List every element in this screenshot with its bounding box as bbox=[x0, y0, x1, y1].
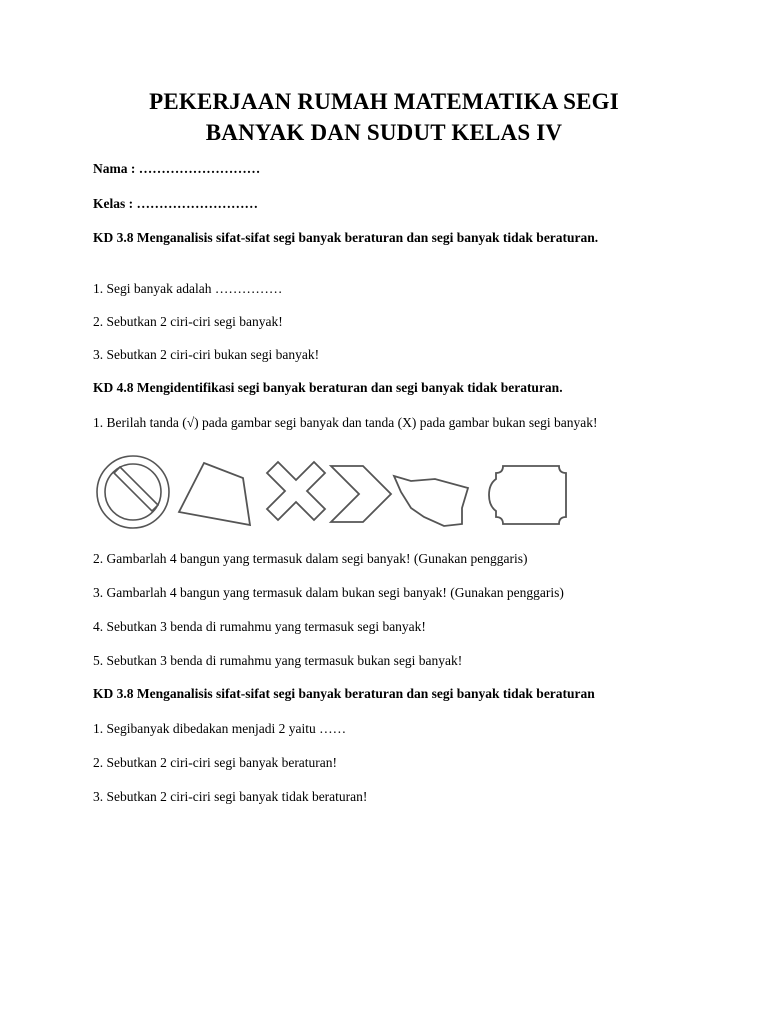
section3-heading: KD 3.8 Menganalisis sifat-sifat segi banyak beraturan dan segi banyak tidak beraturan bbox=[93, 686, 595, 701]
title-line-2: BANYAK DAN SUDUT KELAS IV bbox=[205, 120, 563, 145]
section2-item-2: 2. Gambarlah 4 bangun yang termasuk dalam segi banyak! (Gunakan penggaris) bbox=[93, 551, 528, 566]
shapes-figure bbox=[93, 446, 598, 542]
irregular-blob-shape bbox=[394, 476, 468, 526]
section2-item-3: 3. Gambarlah 4 bangun yang termasuk dalam bukan segi banyak! (Gunakan penggaris) bbox=[93, 585, 564, 600]
page-title bbox=[0, 86, 768, 148]
prohibition-sign-icon bbox=[97, 456, 169, 528]
section1-heading: KD 3.8 Menganalisis sifat-sifat segi banyak beraturan dan segi banyak tidak beraturan. bbox=[93, 230, 599, 245]
section2-heading: KD 4.8 Mengidentifikasi segi banyak beraturan dan segi banyak tidak beraturan. bbox=[93, 380, 563, 395]
notched-rectangle-shape bbox=[489, 466, 566, 524]
cross-shape bbox=[267, 462, 325, 520]
title-line-1: PEKERJAAN RUMAH MATEMATIKA SEGI bbox=[149, 89, 619, 114]
kelas-field: Kelas : ……………………… bbox=[93, 196, 258, 211]
section3-item-2: 2. Sebutkan 2 ciri-ciri segi banyak beraturan! bbox=[93, 755, 338, 770]
section1-item-2: 2. Sebutkan 2 ciri-ciri segi banyak! bbox=[93, 314, 283, 329]
section2-item-4: 4. Sebutkan 3 benda di rumahmu yang termasuk segi banyak! bbox=[93, 619, 426, 634]
section1-item-1: 1. Segi banyak adalah …………… bbox=[93, 281, 283, 296]
irregular-quadrilateral-shape bbox=[179, 463, 250, 525]
nama-field: Nama : ……………………… bbox=[93, 161, 261, 176]
section2-item-5: 5. Sebutkan 3 benda di rumahmu yang termasuk bukan segi banyak! bbox=[93, 653, 463, 668]
section1-item-3: 3. Sebutkan 2 ciri-ciri bukan segi banyak! bbox=[93, 347, 320, 362]
section3-item-1: 1. Segibanyak dibedakan menjadi 2 yaitu …… bbox=[93, 721, 347, 736]
chevron-arrow-shape bbox=[331, 466, 391, 522]
section3-item-3: 3. Sebutkan 2 ciri-ciri segi banyak tidak beraturan! bbox=[93, 789, 368, 804]
section2-item-1: 1. Berilah tanda (√) pada gambar segi banyak dan tanda (X) pada gambar bukan segi banyak! bbox=[93, 415, 598, 430]
